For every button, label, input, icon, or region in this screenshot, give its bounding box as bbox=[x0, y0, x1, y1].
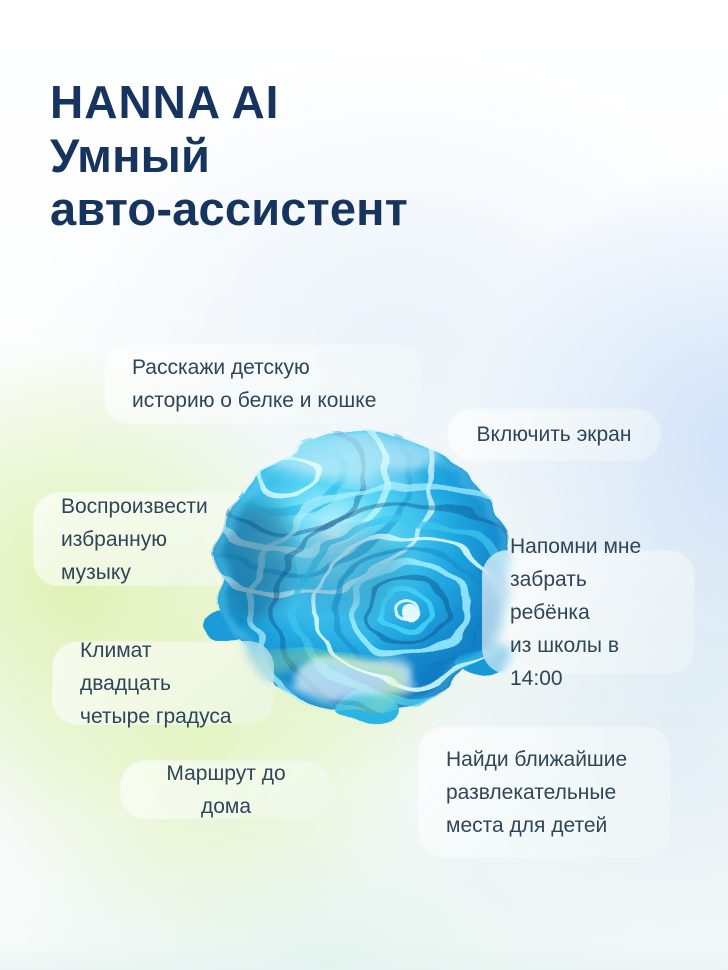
bubble-text-line: Климат двадцать bbox=[80, 638, 171, 695]
bubble-text-line: избранную музыку bbox=[61, 527, 167, 584]
voice-command-bubble-route bbox=[120, 760, 332, 819]
voice-command-bubble-reminder bbox=[482, 534, 695, 690]
bubble-text-line: забрать ребёнка bbox=[510, 567, 590, 624]
bubble-text-line: места для детей bbox=[446, 813, 608, 837]
bubble-text-line: Напомни мне bbox=[510, 534, 642, 558]
bubble-text-line: развлекательные bbox=[446, 780, 617, 804]
voice-command-bubble-places bbox=[418, 726, 671, 858]
title-line-umny: Умный bbox=[50, 129, 211, 182]
bubble-text-line: из школы в 14:00 bbox=[510, 633, 620, 690]
voice-command-bubble-story bbox=[104, 343, 422, 424]
bubble-text-line: Маршрут до дома bbox=[166, 761, 286, 818]
bottom-gradient-strip bbox=[0, 942, 728, 970]
brand-name: HANNA AI bbox=[50, 76, 280, 128]
bubble-text-line: четыре градуса bbox=[80, 704, 232, 728]
page-title bbox=[50, 76, 408, 235]
voice-command-bubble-climate bbox=[52, 638, 274, 728]
bubble-text-line: Воспроизвести bbox=[61, 494, 208, 518]
bubble-text-line: историю о белке и кошке bbox=[132, 388, 377, 412]
title-line-auto-assistant: авто-ассистент bbox=[50, 182, 408, 235]
bubble-text-line: Включить экран bbox=[476, 423, 632, 446]
bubble-text-line: Найди ближайшие bbox=[446, 747, 628, 771]
bubble-text-line: Расскажи детскую bbox=[132, 355, 310, 379]
